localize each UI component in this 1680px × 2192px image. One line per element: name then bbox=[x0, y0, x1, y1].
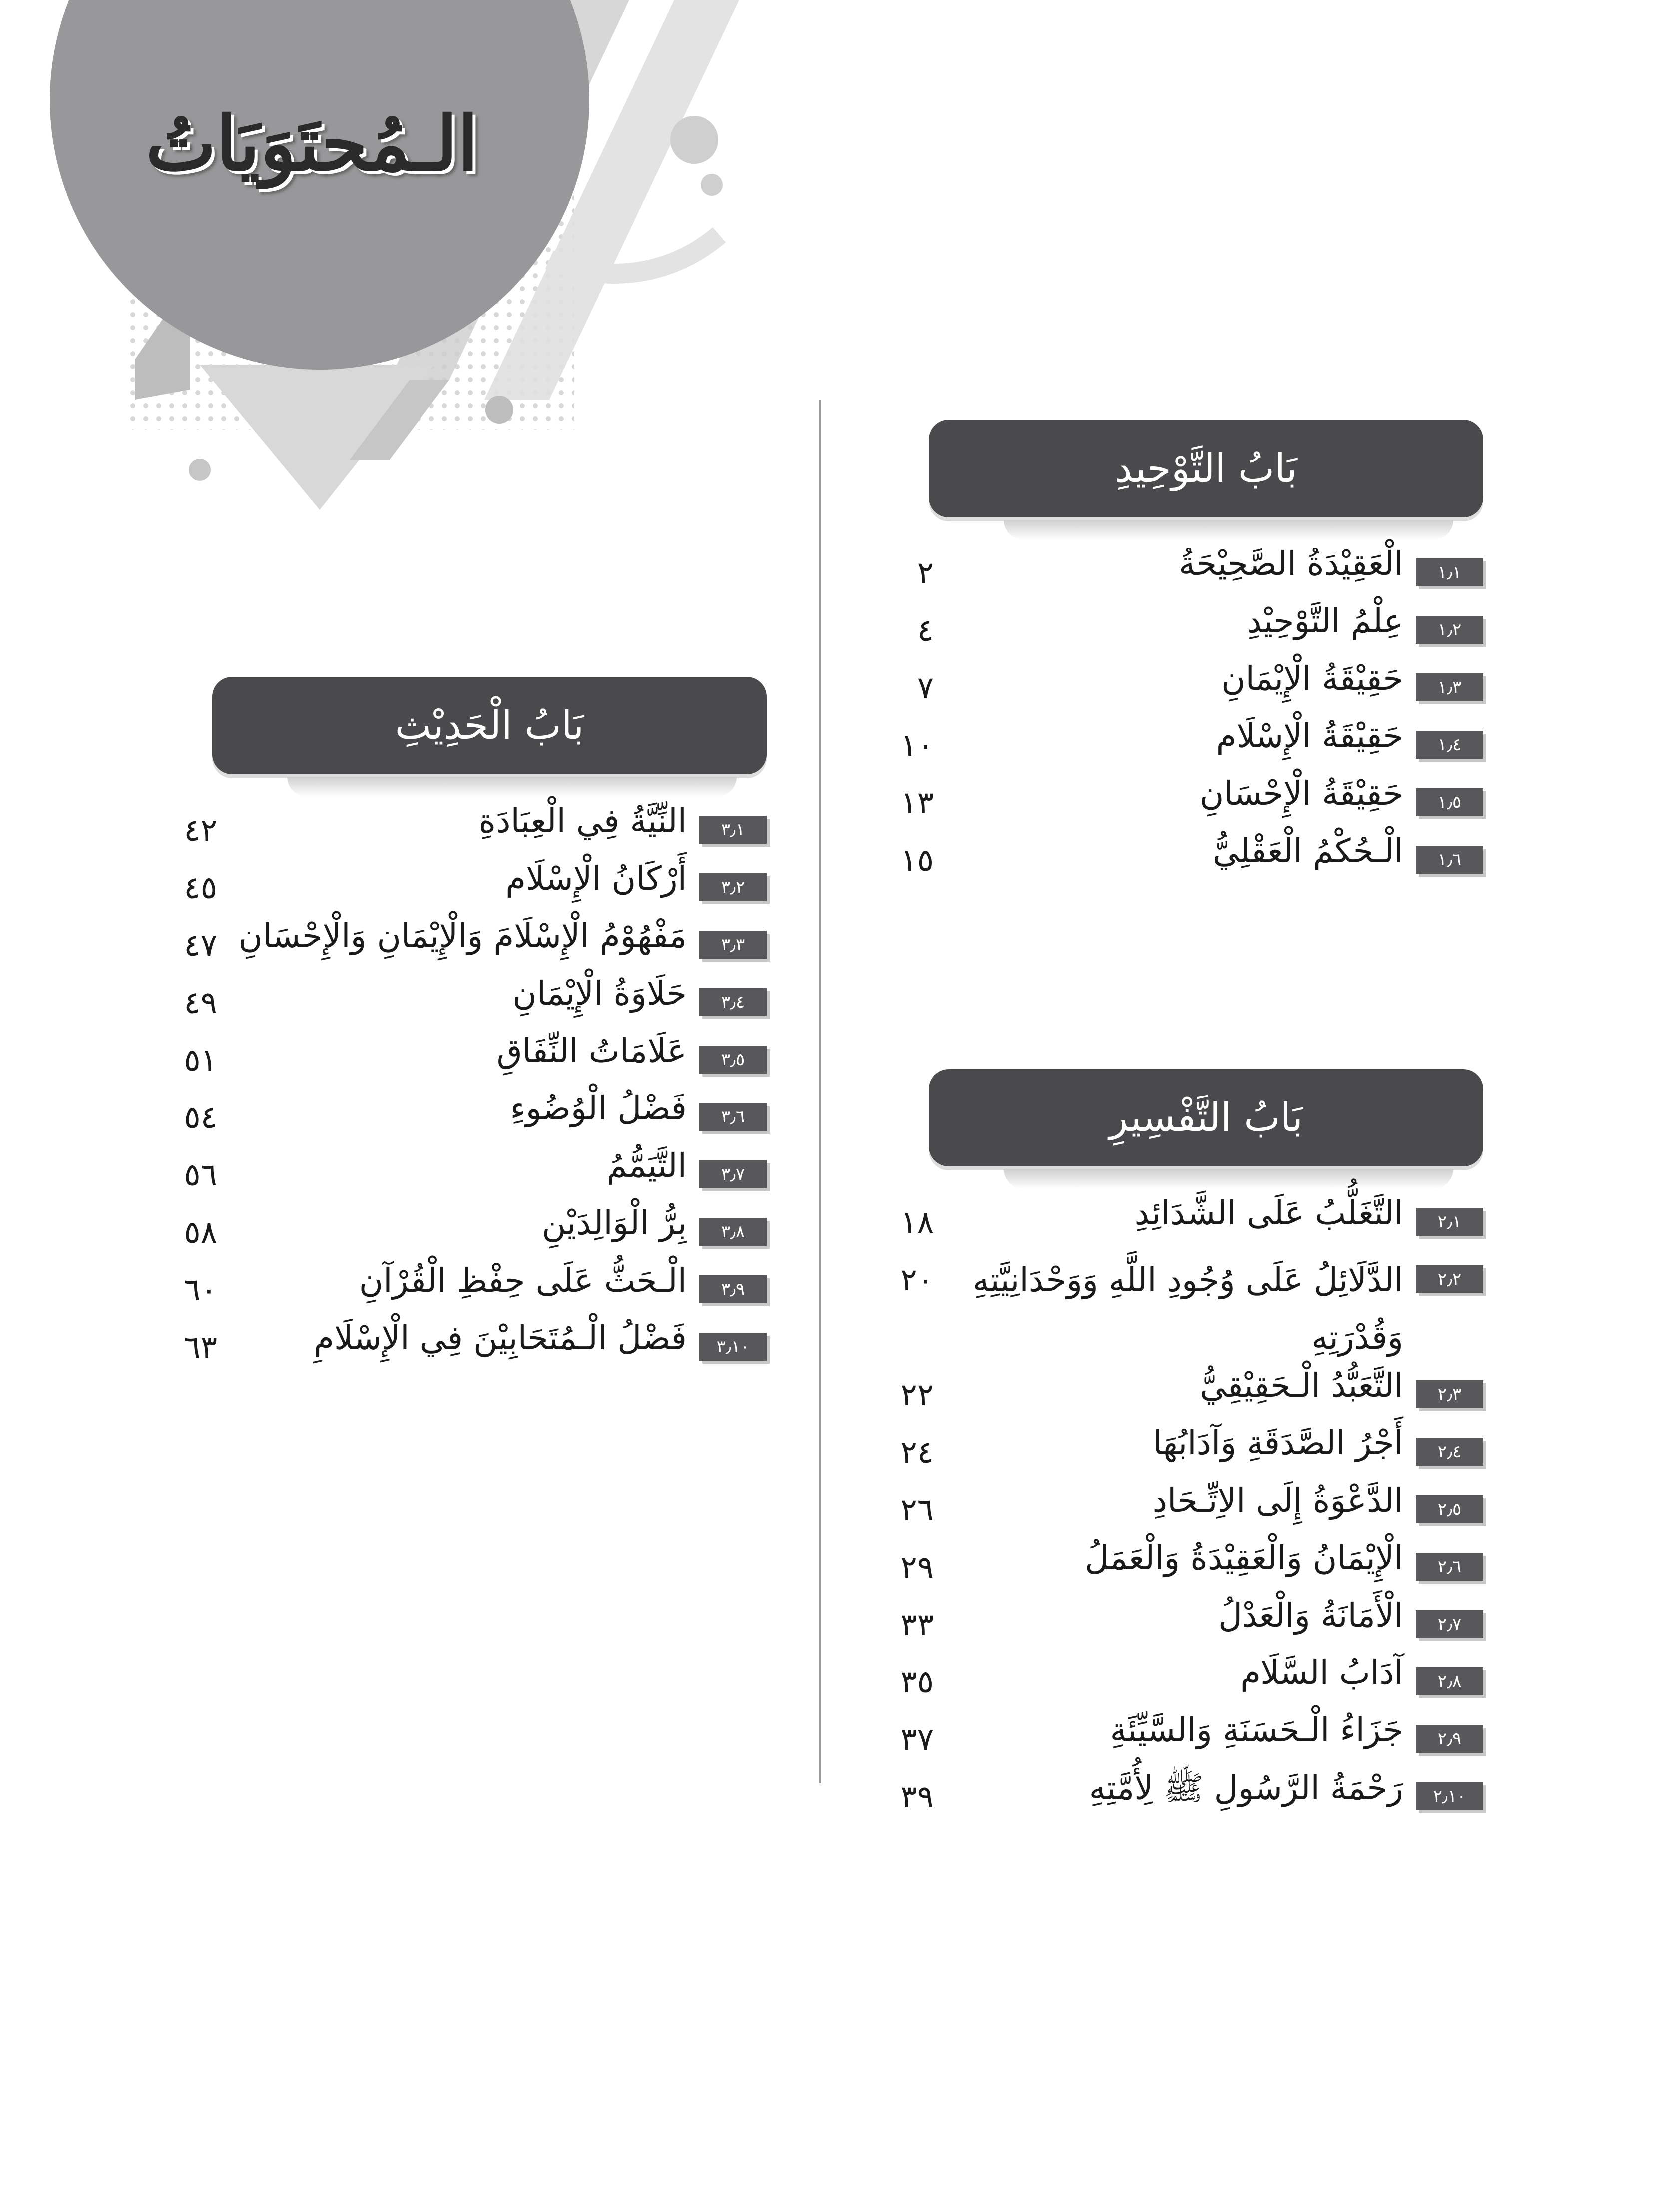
entry-title: بِرُّ الْوَالِدَيْنِ bbox=[541, 1204, 687, 1242]
entry-number-badge: ١٫٤ bbox=[1416, 731, 1483, 759]
entry-title: آدَابُ السَّلَام bbox=[1240, 1653, 1403, 1692]
toc-entry[interactable] bbox=[917, 545, 1483, 602]
entry-page-number: ٥١ bbox=[184, 1042, 217, 1078]
entry-page-number: ٢ bbox=[917, 554, 934, 591]
entry-title: الدَّعْوَةُ إِلَى الاِتِّـحَادِ bbox=[1152, 1481, 1403, 1520]
entry-page-number: ٢٦ bbox=[900, 1491, 934, 1528]
entry-title: جَزَاءُ الْـحَسَنَةِ وَالسَّيِّئَةِ bbox=[1110, 1711, 1403, 1749]
entry-page-number: ٥٨ bbox=[184, 1214, 217, 1250]
toc-list bbox=[900, 1194, 1483, 1826]
toc-entry[interactable] bbox=[900, 832, 1483, 889]
toc-entry[interactable] bbox=[900, 1194, 1483, 1251]
toc-entry[interactable] bbox=[184, 1032, 767, 1089]
entry-number-badge: ٣٫٨ bbox=[699, 1218, 767, 1246]
toc-entry[interactable] bbox=[184, 802, 767, 859]
heading-shadow bbox=[1004, 1169, 1453, 1189]
toc-entry[interactable] bbox=[184, 1146, 767, 1204]
entry-title: حَقِيْقَةُ الْإِسْلَام bbox=[1216, 717, 1403, 755]
toc-entry[interactable] bbox=[184, 1319, 767, 1376]
toc-list bbox=[900, 545, 1483, 889]
toc-entry[interactable] bbox=[184, 1089, 767, 1146]
entry-number-badge: ٢٫١ bbox=[1416, 1208, 1483, 1236]
toc-entry[interactable] bbox=[184, 1261, 767, 1319]
entry-page-number: ٢٠ bbox=[900, 1261, 934, 1298]
heading-shadow bbox=[287, 777, 737, 797]
entry-page-number: ٢٩ bbox=[900, 1549, 934, 1585]
entry-title: حَلَاوَةُ الْإِيْمَانِ bbox=[512, 974, 687, 1013]
section-hadith bbox=[184, 677, 767, 1376]
entry-page-number: ١٨ bbox=[900, 1204, 934, 1240]
toc-entry[interactable] bbox=[900, 1251, 1483, 1366]
entry-page-number: ٣٣ bbox=[900, 1606, 934, 1643]
entry-page-number: ٥٤ bbox=[184, 1099, 217, 1135]
entry-title: مَفْهُوْمُ الْإِسْلَامَ وَالْإِيْمَانِ وَالْإِحْسَانِ bbox=[238, 917, 687, 955]
section-tafsir bbox=[900, 1069, 1483, 1826]
entry-title: الْعَقِيْدَةُ الصَّحِيْحَةُ bbox=[1179, 545, 1403, 583]
entry-number-badge: ١٫٥ bbox=[1416, 788, 1483, 816]
entry-title: حَقِيْقَةُ الْإِحْسَانِ bbox=[1199, 774, 1403, 813]
entry-title: أَجْرُ الصَّدَقَةِ وَآدَابُهَا bbox=[1153, 1424, 1403, 1462]
entry-title: أَرْكَانُ الْإِسْلَام bbox=[505, 859, 687, 898]
entry-page-number: ٦٣ bbox=[184, 1329, 217, 1365]
entry-number-badge: ٣٫٥ bbox=[699, 1046, 767, 1074]
decorative-graphic bbox=[0, 0, 749, 540]
toc-entry[interactable] bbox=[917, 602, 1483, 659]
toc-entry[interactable] bbox=[900, 1366, 1483, 1424]
entry-page-number: ٢٤ bbox=[900, 1434, 934, 1470]
entry-page-number: ٤٥ bbox=[184, 869, 217, 906]
entry-title: النِّيَّةُ فِي الْعِبَادَةِ bbox=[478, 802, 687, 840]
entry-number-badge: ٢٫٣ bbox=[1416, 1380, 1483, 1408]
heading-shadow bbox=[1004, 520, 1453, 540]
entry-page-number: ٤٩ bbox=[184, 984, 217, 1021]
entry-number-badge: ١٫١ bbox=[1416, 558, 1483, 586]
entry-page-number: ٤٧ bbox=[184, 927, 217, 963]
entry-title: الْـحُكْمُ الْعَقْلِيُّ bbox=[1212, 832, 1403, 870]
section-heading: بَابُ التَّفْسِيرِ bbox=[929, 1069, 1483, 1166]
entry-title: الدَّلَائِلُ عَلَى وُجُودِ اللَّهِ وَوَحْدَانِيَّتِهِ وَقُدْرَتِهِ bbox=[972, 1261, 1403, 1357]
entry-page-number: ٤٢ bbox=[184, 812, 217, 848]
entry-number-badge: ٢٫٢ bbox=[1416, 1265, 1483, 1293]
entry-page-number: ٢٢ bbox=[900, 1376, 934, 1413]
toc-entry[interactable] bbox=[917, 659, 1483, 717]
toc-entry[interactable] bbox=[184, 974, 767, 1032]
page-title: الـمُحتَوَيَاتُ bbox=[145, 100, 479, 188]
entry-number-badge: ٣٫١ bbox=[699, 816, 767, 844]
entry-title: عِلْمُ التَّوْحِيْدِ bbox=[1247, 602, 1403, 640]
entry-title: التَّيَمُّمُ bbox=[606, 1146, 687, 1185]
entry-page-number: ٣٥ bbox=[900, 1663, 934, 1700]
entry-title: رَحْمَةُ الرَّسُولِ ﷺ لِأُمَّتِهِ bbox=[1089, 1769, 1403, 1807]
toc-entry[interactable] bbox=[900, 1539, 1483, 1596]
entry-page-number: ١٣ bbox=[900, 784, 934, 821]
entry-page-number: ٣٩ bbox=[900, 1778, 934, 1815]
entry-title: الْـحَثُّ عَلَى حِفْظِ الْقُرْآنِ bbox=[359, 1261, 687, 1300]
entry-number-badge: ٣٫٦ bbox=[699, 1103, 767, 1131]
entry-number-badge: ٣٫٢ bbox=[699, 873, 767, 901]
section-heading: بَابُ الْحَدِيْثِ bbox=[212, 677, 767, 774]
entry-page-number: ٦٠ bbox=[184, 1271, 217, 1308]
toc-list bbox=[184, 802, 767, 1376]
entry-number-badge: ٢٫٧ bbox=[1416, 1610, 1483, 1638]
entry-page-number: ٥٦ bbox=[184, 1156, 217, 1193]
toc-entry[interactable] bbox=[900, 1596, 1483, 1653]
section-heading: بَابُ التَّوْحِيدِ bbox=[929, 420, 1483, 517]
entry-title: حَقِيْقَةُ الْإِيْمَانِ bbox=[1221, 659, 1403, 698]
entry-number-badge: ٢٫٦ bbox=[1416, 1553, 1483, 1581]
entry-number-badge: ٢٫١٠ bbox=[1416, 1782, 1483, 1810]
toc-entry[interactable] bbox=[900, 1711, 1483, 1768]
entry-number-badge: ٣٫١٠ bbox=[699, 1333, 767, 1361]
entry-page-number: ٤ bbox=[917, 612, 934, 648]
entry-number-badge: ٣٫٩ bbox=[699, 1275, 767, 1303]
entry-title: الْأَمَانَةُ وَالْعَدْلُ bbox=[1218, 1596, 1403, 1635]
entry-page-number: ١٥ bbox=[900, 842, 934, 878]
entry-number-badge: ١٫٣ bbox=[1416, 673, 1483, 701]
toc-entry[interactable] bbox=[184, 859, 767, 917]
column-divider bbox=[819, 400, 821, 1783]
entry-title: فَضْلُ الْـمُتَحَابِيْنَ فِي الْإِسْلَامِ bbox=[314, 1319, 687, 1357]
entry-number-badge: ٢٫٤ bbox=[1416, 1438, 1483, 1466]
entry-number-badge: ٢٫٩ bbox=[1416, 1725, 1483, 1753]
section-tawhid bbox=[900, 420, 1483, 889]
toc-entry[interactable] bbox=[184, 1204, 767, 1261]
entry-title: فَضْلُ الْوُضُوءِ bbox=[510, 1089, 687, 1127]
entry-title: التَّعَبُّدُ الْـحَقِيْقِيُّ bbox=[1200, 1366, 1403, 1405]
entry-number-badge: ١٫٦ bbox=[1416, 846, 1483, 874]
toc-entry[interactable] bbox=[900, 1653, 1483, 1711]
entry-title: عَلَامَاتُ النِّفَاقِ bbox=[496, 1032, 687, 1070]
toc-entry[interactable] bbox=[184, 917, 767, 974]
entry-page-number: ١٠ bbox=[900, 727, 934, 763]
toc-entry[interactable] bbox=[900, 1424, 1483, 1481]
entry-number-badge: ١٫٢ bbox=[1416, 616, 1483, 644]
entry-page-number: ٣٧ bbox=[900, 1721, 934, 1757]
entry-number-badge: ٣٫٣ bbox=[699, 931, 767, 959]
toc-entry[interactable] bbox=[900, 717, 1483, 774]
toc-entry[interactable] bbox=[900, 774, 1483, 832]
entry-title: التَّغَلُّبُ عَلَى الشَّدَائِدِ bbox=[1134, 1194, 1403, 1232]
toc-entry[interactable] bbox=[900, 1768, 1483, 1826]
entry-number-badge: ٣٫٤ bbox=[699, 988, 767, 1016]
entry-number-badge: ٣٫٧ bbox=[699, 1160, 767, 1188]
entry-title: الْإِيْمَانُ وَالْعَقِيْدَةُ وَالْعَمَلُ bbox=[1084, 1539, 1403, 1577]
toc-entry[interactable] bbox=[900, 1481, 1483, 1539]
entry-number-badge: ٢٫٥ bbox=[1416, 1495, 1483, 1523]
entry-page-number: ٧ bbox=[917, 669, 934, 706]
entry-number-badge: ٢٫٨ bbox=[1416, 1667, 1483, 1695]
